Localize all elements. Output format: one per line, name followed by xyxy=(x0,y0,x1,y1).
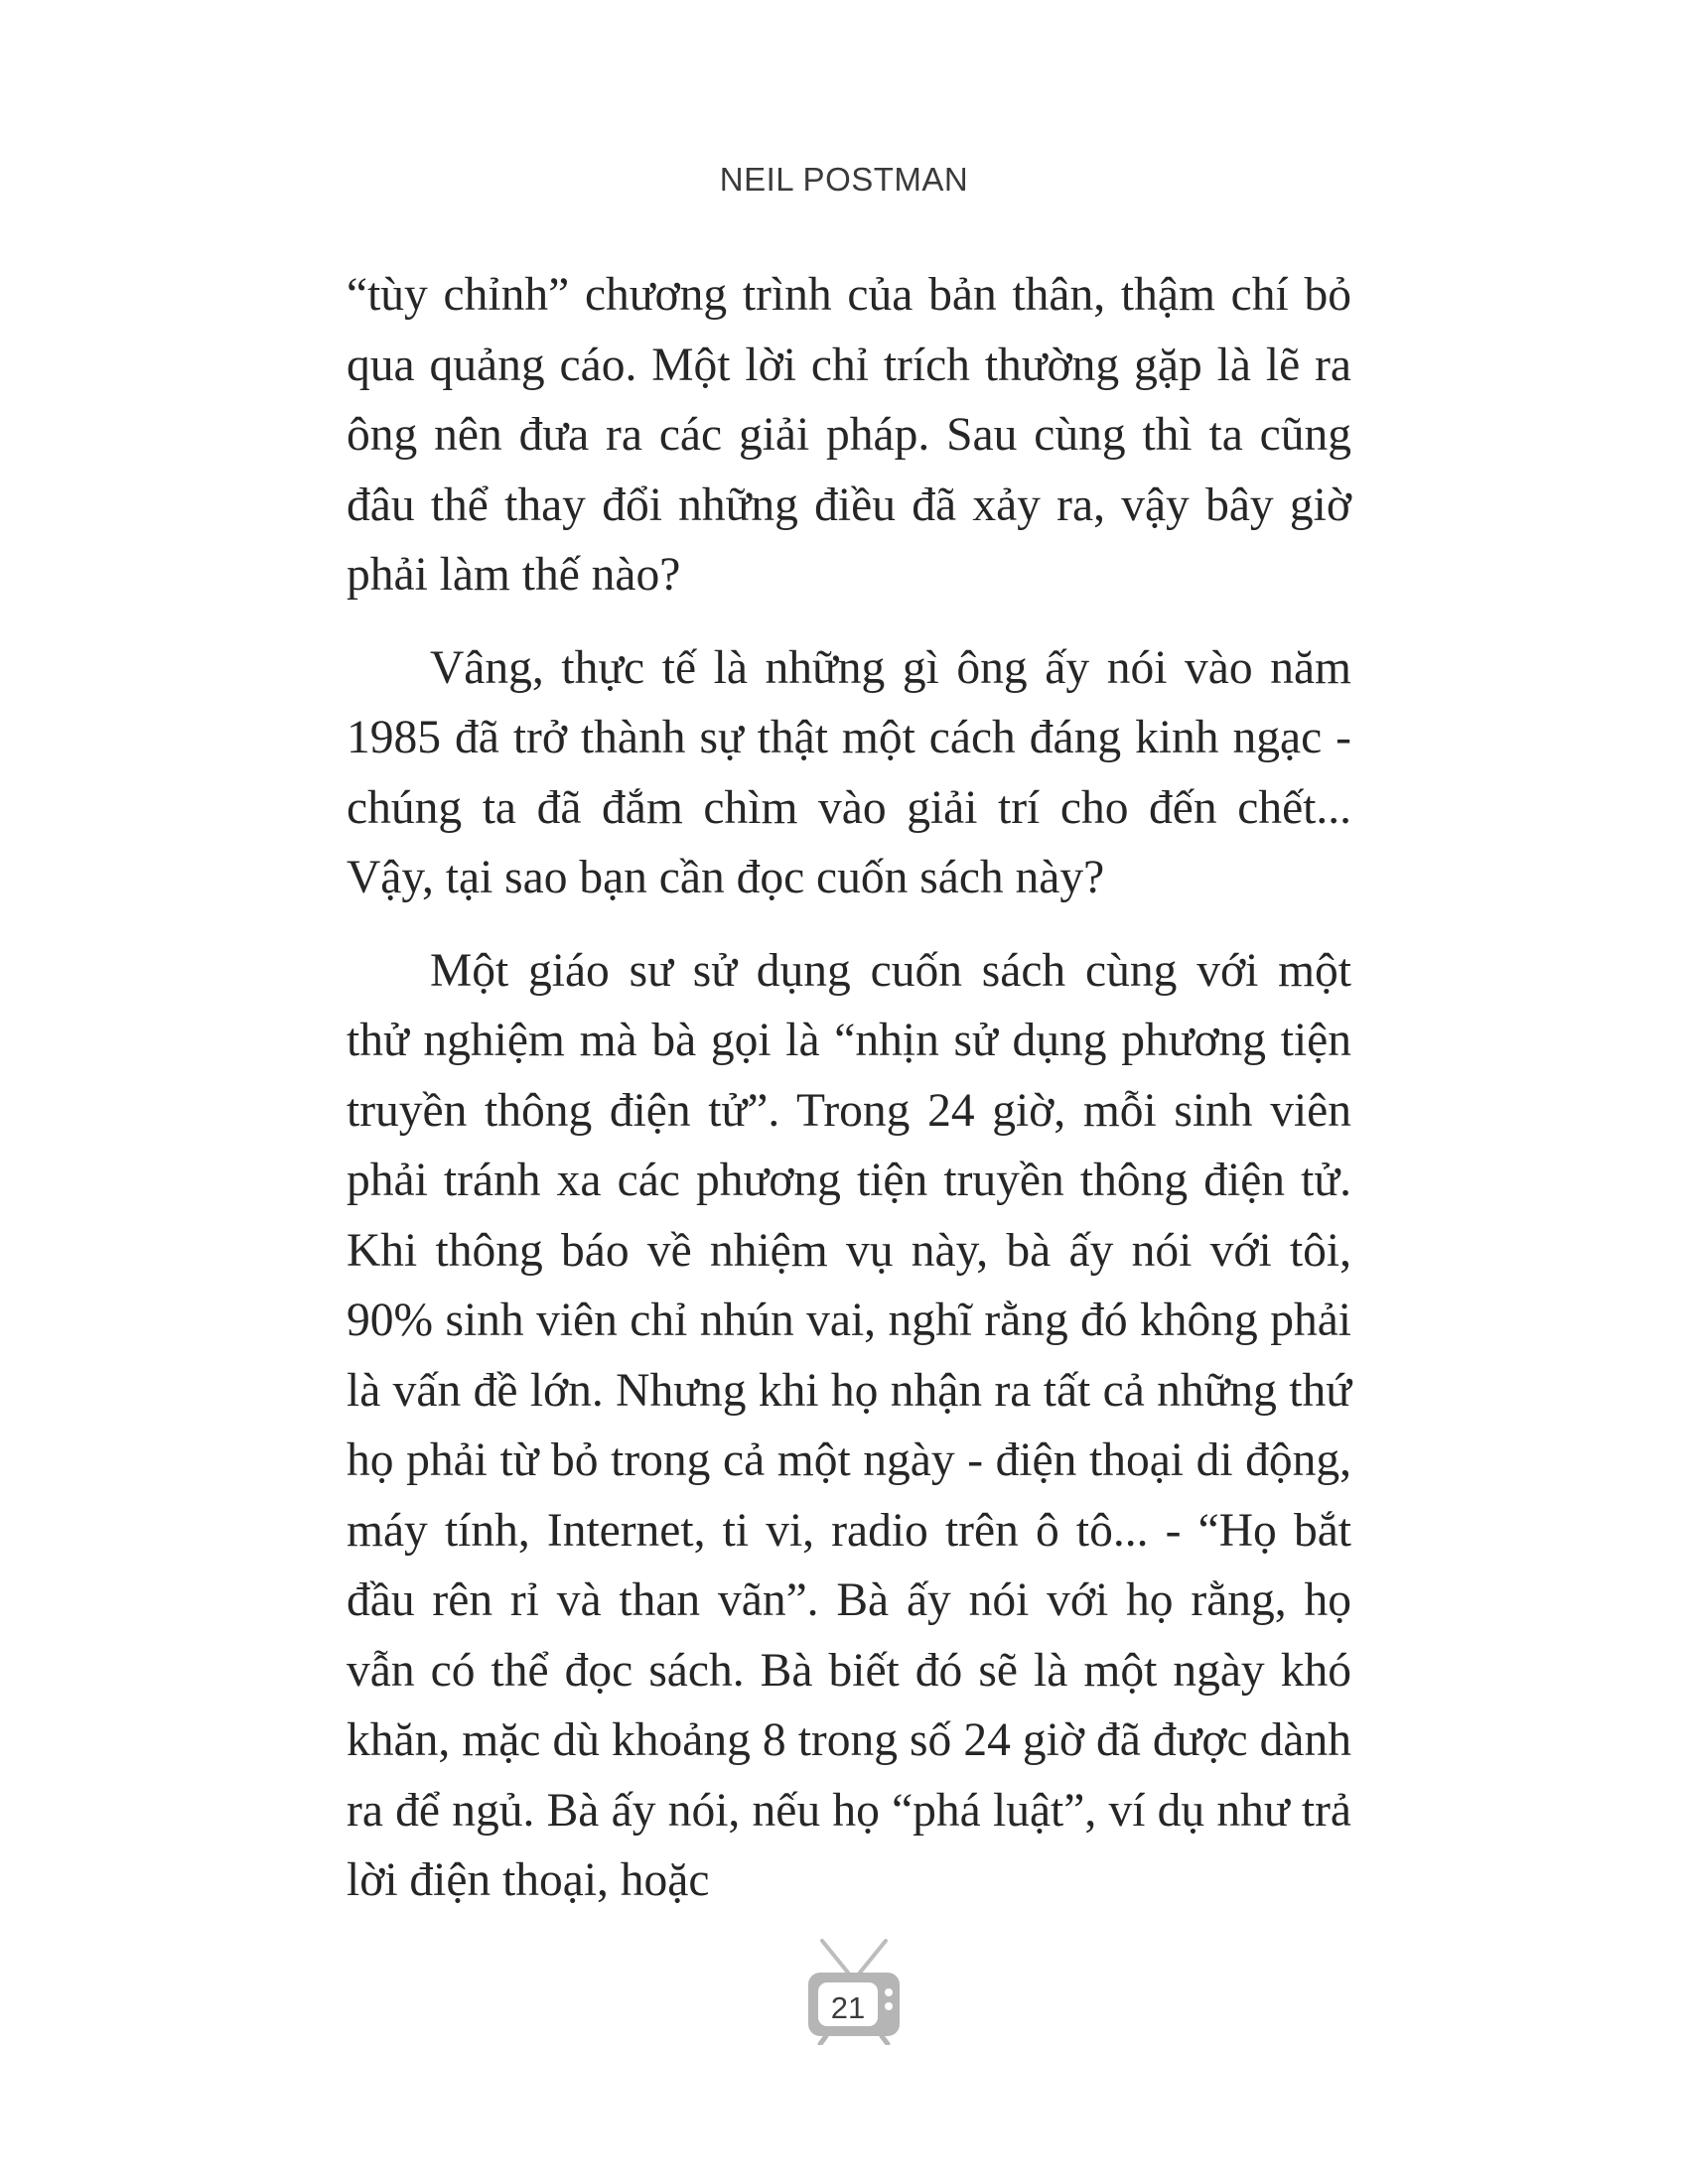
page-footer xyxy=(804,1931,904,2045)
running-header: NEIL POSTMAN xyxy=(719,161,969,198)
page-number: 21 xyxy=(830,1990,866,2025)
paragraph-continued: “tùy chỉnh” chương trình của bản thân, thậm chí bỏ qua quảng cáo. Một lời chỉ trích thường gặp là lẽ ra ông nên đưa ra các giải pháp. Sau cùng thì ta cũng đâu thể thay đổi những điều đã xảy ra, vậy bây giờ phải làm thế nào? xyxy=(347,269,1351,601)
paragraph: Vâng, thực tế là những gì ông ấy nói vào năm 1985 đã trở thành sự thật một cách đáng kinh ngạc - chúng ta đã đắm chìm vào giải trí cho đến chết... Vậy, tại sao bạn cần đọc cuốn sách này? xyxy=(347,641,1351,903)
body-text xyxy=(347,260,1351,1916)
paragraph: Một giáo sư sử dụng cuốn sách cùng với một thử nghiệm mà bà gọi là “nhịn sử dụng phương tiện truyền thông điện tử”. Trong 24 giờ, mỗi sinh viên phải tránh xa các phương tiện truyền thông điện tử. Khi thông báo về nhiệm vụ này, bà ấy nói với tôi, 90% sinh viên chỉ nhún vai, nghĩ rằng đó không phải là vấn đề lớn. Nhưng khi họ nhận ra tất cả những thứ họ phải từ bỏ trong cả một ngày - điện thoại di động, máy tính, Internet, ti vi, radio trên ô tô... - “Họ bắt đầu rên rỉ và than vãn”. Bà ấy nói với họ rằng, họ vẫn có thể đọc sách. Bà biết đó sẽ là một ngày khó khăn, mặc dù khoảng 8 trong số 24 giờ đã được dành ra để ngủ. Bà ấy nói, nếu họ “phá luật”, ví dụ như trả lời điện thoại, hoặc xyxy=(347,944,1351,1906)
